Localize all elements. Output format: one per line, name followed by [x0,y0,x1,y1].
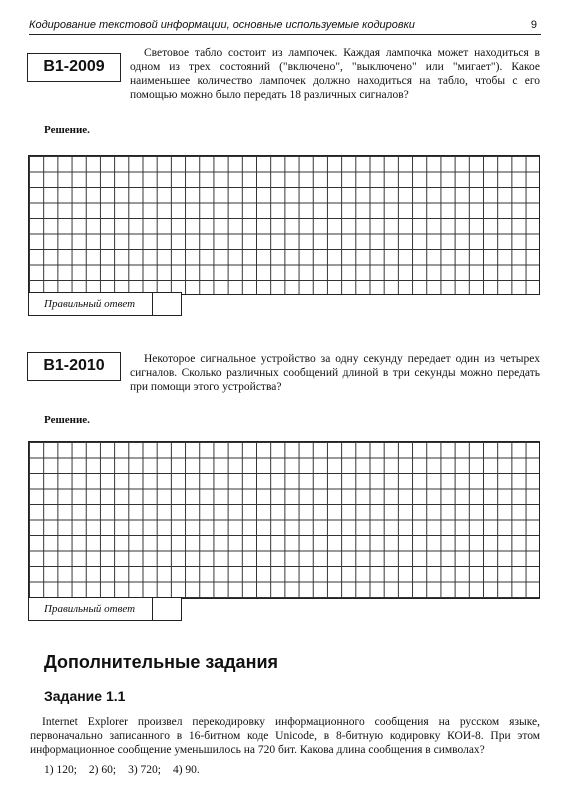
solution-label-2: Решение. [44,414,90,426]
solution-label-1: Решение. [44,124,90,136]
solution-grid-2[interactable] [28,441,540,599]
answer-options [44,764,200,776]
option-4[interactable]: 4) 90. [172,764,200,776]
header-title: Кодирование текстовой информации, основные используемые кодировки [29,19,415,31]
answer-label-2: Правильный ответ [29,598,153,620]
task-text-1: Световое табло состоит из лампочек. Каждая лампочка может находиться в одном из трех состояний ("включено", "выключено" или "мигает"). Какое наименьшее количество лампочек должно находиться на табло, чтобы с его помощью можно было передать 18 различных сигналов? [130,47,540,101]
page-header [29,18,541,35]
answer-field-2[interactable] [153,598,181,620]
solution-grid-1[interactable] [28,155,540,295]
option-3[interactable]: 3) 720; [128,764,161,776]
extra-task-text: Internet Explorer произвел перекодировку информационного сообщения на русском языке, первоначально записанного в 16-битном коде Unicode, в 8-битную кодировку КОИ-8. При этом информационное сообщение уменьшилось на 720 бит. Какова длина сообщения в символах? [30,716,540,756]
page-number: 9 [530,19,537,31]
task-title: Задание 1.1 [44,688,126,704]
answer-label-1: Правильный ответ [29,293,153,315]
answer-box-2 [28,597,182,621]
option-1[interactable]: 1) 120; [44,764,77,776]
option-2[interactable]: 2) 60; [88,764,117,776]
answer-box-1 [28,292,182,316]
task-text-2: Некоторое сигнальное устройство за одну секунду передает один из четырех сигналов. Сколько различных сообщений длиной в три секунды можно передать при помощи этого устройства? [130,353,540,393]
answer-field-1[interactable] [153,293,181,315]
task-code-2: В1-2010 [27,352,121,381]
section-title: Дополнительные задания [44,652,279,672]
task-code-1: В1-2009 [27,53,121,82]
